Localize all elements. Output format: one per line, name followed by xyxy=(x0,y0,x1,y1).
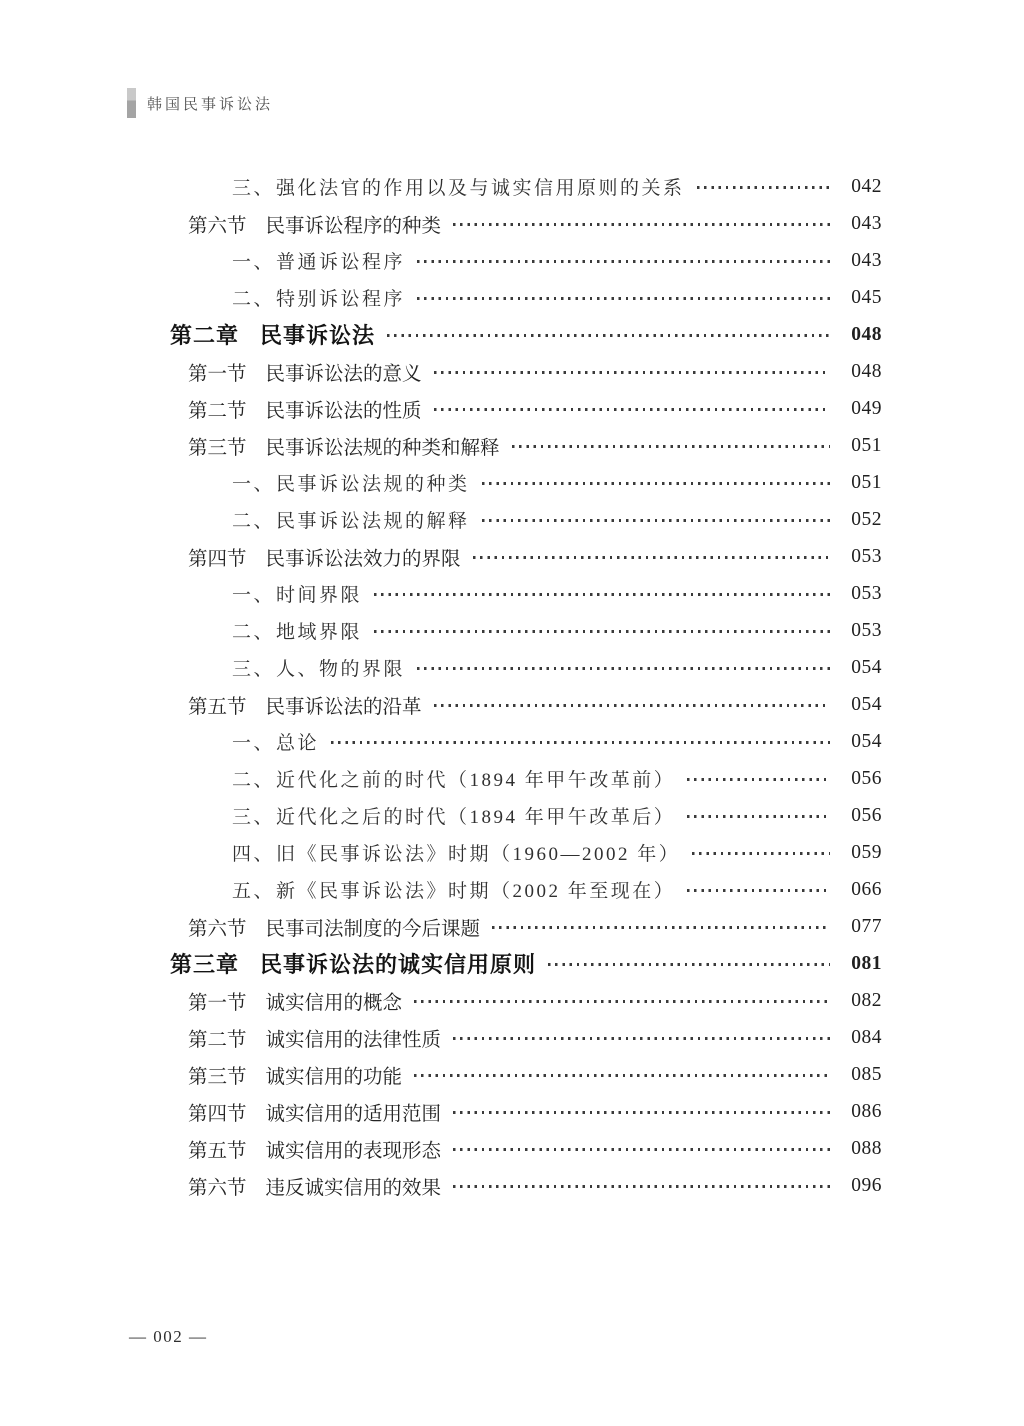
toc-entry-item xyxy=(170,279,882,316)
toc-entry-item xyxy=(170,464,882,501)
table-of-contents xyxy=(170,168,882,1204)
toc-entry-title: 民事诉讼法规的解释 xyxy=(276,511,470,532)
toc-entry-page: 088 xyxy=(851,1137,882,1159)
dot-leader-icon xyxy=(374,630,830,632)
toc-entry-number: 三、 xyxy=(232,178,276,199)
dot-leader-icon xyxy=(414,1000,830,1002)
toc-entry-page: 082 xyxy=(851,989,882,1011)
dot-leader-icon xyxy=(331,741,830,743)
toc-entry-title: 近代化之前的时代（1894 年甲午改革前） xyxy=(276,770,676,791)
toc-entry-chapter xyxy=(170,945,882,982)
dot-leader-icon xyxy=(414,1074,830,1076)
toc-entry-page: 053 xyxy=(851,545,882,567)
toc-entry-section xyxy=(170,982,882,1019)
toc-entry-number: 第六节 xyxy=(188,214,247,237)
toc-entry-section xyxy=(170,1019,882,1056)
toc-entry-number: 五、 xyxy=(232,881,276,902)
toc-entry-chapter xyxy=(170,316,882,353)
toc-entry-section xyxy=(170,205,882,242)
toc-entry-section xyxy=(170,427,882,464)
toc-entry-page: 054 xyxy=(851,730,882,752)
toc-entry-page: 059 xyxy=(851,841,882,863)
dot-leader-icon xyxy=(482,482,830,484)
toc-entry-number: 第三章 xyxy=(170,952,240,977)
toc-entry-page: 042 xyxy=(851,175,882,197)
toc-entry-page: 051 xyxy=(851,434,882,456)
toc-entry-section xyxy=(170,686,882,723)
dot-leader-icon xyxy=(473,556,830,558)
toc-entry-section xyxy=(170,1056,882,1093)
toc-entry-title: 新《民事诉讼法》时期（2002 年至现在） xyxy=(276,881,676,902)
dot-leader-icon xyxy=(417,297,830,299)
dot-leader-icon xyxy=(453,1037,830,1039)
dot-leader-icon xyxy=(692,852,830,854)
toc-entry-title: 总论 xyxy=(276,733,320,754)
toc-entry-page: 054 xyxy=(851,656,882,678)
toc-entry-title: 诚实信用的表现形态 xyxy=(265,1139,442,1162)
toc-entry-page: 056 xyxy=(851,767,882,789)
footer-page-number: — 002 — xyxy=(129,1327,208,1346)
toc-entry-item xyxy=(170,649,882,686)
toc-entry-page: 084 xyxy=(851,1026,882,1048)
toc-entry-title: 强化法官的作用以及与诚实信用原则的关系 xyxy=(276,178,685,199)
toc-entry-page: 045 xyxy=(851,286,882,308)
toc-entry-title: 民事诉讼法的诚实信用原则 xyxy=(260,952,537,977)
toc-entry-number: 二、 xyxy=(232,622,276,643)
toc-entry-number: 一、 xyxy=(232,252,276,273)
toc-entry-page: 056 xyxy=(851,804,882,826)
toc-entry-title: 地域界限 xyxy=(276,622,363,643)
toc-entry-section xyxy=(170,1130,882,1167)
dot-leader-icon xyxy=(453,1148,830,1150)
running-header xyxy=(127,88,273,118)
toc-entry-title: 民事诉讼法的沿革 xyxy=(265,695,422,718)
dot-leader-icon xyxy=(387,334,830,336)
toc-entry-page: 081 xyxy=(851,952,882,974)
toc-entry-number: 二、 xyxy=(232,511,276,532)
toc-entry-title: 诚实信用的法律性质 xyxy=(265,1028,442,1051)
toc-entry-title: 民事诉讼法规的种类和解释 xyxy=(265,436,500,459)
toc-entry-number: 第二章 xyxy=(170,323,240,348)
toc-entry-number: 第三节 xyxy=(188,436,247,459)
toc-entry-item xyxy=(170,723,882,760)
toc-entry-item xyxy=(170,168,882,205)
dot-leader-icon xyxy=(434,371,830,373)
toc-entry-page: 085 xyxy=(851,1063,882,1085)
toc-entry-section xyxy=(170,353,882,390)
toc-entry-page: 049 xyxy=(851,397,882,419)
toc-entry-item xyxy=(170,760,882,797)
toc-entry-page: 086 xyxy=(851,1100,882,1122)
toc-entry-title: 诚实信用的适用范围 xyxy=(265,1102,442,1125)
toc-entry-title: 民事诉讼法 xyxy=(260,323,376,348)
dot-leader-icon xyxy=(687,778,830,780)
toc-entry-title: 特别诉讼程序 xyxy=(276,289,406,310)
dot-leader-icon xyxy=(492,926,830,928)
toc-entry-title: 人、物的界限 xyxy=(276,659,406,680)
dot-leader-icon xyxy=(417,260,830,262)
toc-entry-number: 第二节 xyxy=(188,399,247,422)
toc-entry-section xyxy=(170,390,882,427)
toc-entry-number: 第一节 xyxy=(188,362,247,385)
book-title: 韩国民事诉讼法 xyxy=(147,96,274,113)
dot-leader-icon xyxy=(453,1111,830,1113)
toc-entry-number: 三、 xyxy=(232,807,276,828)
toc-entry-page: 066 xyxy=(851,878,882,900)
toc-entry-title: 普通诉讼程序 xyxy=(276,252,406,273)
toc-entry-title: 旧《民事诉讼法》时期（1960—2002 年） xyxy=(276,844,681,865)
toc-entry-number: 第六节 xyxy=(188,1176,247,1199)
toc-entry-item xyxy=(170,242,882,279)
toc-entry-page: 077 xyxy=(851,915,882,937)
toc-entry-number: 第二节 xyxy=(188,1028,247,1051)
toc-entry-number: 第四节 xyxy=(188,1102,247,1125)
dot-leader-icon xyxy=(417,667,830,669)
toc-entry-section xyxy=(170,908,882,945)
dot-leader-icon xyxy=(697,186,830,188)
dot-leader-icon xyxy=(374,593,830,595)
dot-leader-icon xyxy=(434,408,830,410)
toc-entry-title: 民事诉讼程序的种类 xyxy=(265,214,442,237)
toc-entry-section xyxy=(170,1093,882,1130)
toc-entry-number: 第一节 xyxy=(188,991,247,1014)
toc-entry-page: 053 xyxy=(851,582,882,604)
header-accent-bar-icon xyxy=(127,88,136,118)
toc-entry-title: 民事诉讼法的意义 xyxy=(265,362,422,385)
dot-leader-icon xyxy=(482,519,830,521)
toc-entry-page: 053 xyxy=(851,619,882,641)
toc-entry-page: 048 xyxy=(851,323,882,345)
toc-entry-title: 违反诚实信用的效果 xyxy=(265,1176,442,1199)
dot-leader-icon xyxy=(512,445,830,447)
toc-entry-page: 096 xyxy=(851,1174,882,1196)
toc-entry-item xyxy=(170,834,882,871)
toc-entry-title: 近代化之后的时代（1894 年甲午改革后） xyxy=(276,807,676,828)
toc-entry-number: 一、 xyxy=(232,585,276,606)
dot-leader-icon xyxy=(687,815,830,817)
toc-entry-title: 时间界限 xyxy=(276,585,363,606)
toc-entry-item xyxy=(170,575,882,612)
toc-entry-title: 民事诉讼法规的种类 xyxy=(276,474,470,495)
toc-entry-page: 051 xyxy=(851,471,882,493)
toc-entry-title: 诚实信用的功能 xyxy=(265,1065,403,1088)
toc-entry-page: 043 xyxy=(851,249,882,271)
toc-entry-item xyxy=(170,501,882,538)
toc-entry-number: 三、 xyxy=(232,659,276,680)
toc-entry-number: 二、 xyxy=(232,770,276,791)
dot-leader-icon xyxy=(434,704,830,706)
toc-entry-title: 诚实信用的概念 xyxy=(265,991,403,1014)
toc-entry-item xyxy=(170,871,882,908)
toc-entry-number: 二、 xyxy=(232,289,276,310)
toc-entry-section xyxy=(170,538,882,575)
toc-entry-page: 052 xyxy=(851,508,882,530)
toc-entry-item xyxy=(170,797,882,834)
toc-entry-title: 民事诉讼法的性质 xyxy=(265,399,422,422)
toc-entry-number: 第三节 xyxy=(188,1065,247,1088)
toc-entry-number: 第五节 xyxy=(188,695,247,718)
toc-entry-item xyxy=(170,612,882,649)
toc-entry-page: 054 xyxy=(851,693,882,715)
dot-leader-icon xyxy=(453,1185,830,1187)
toc-entry-title: 民事诉讼法效力的界限 xyxy=(265,547,461,570)
dot-leader-icon xyxy=(453,223,830,225)
page-footer xyxy=(129,1327,208,1347)
toc-entry-section xyxy=(170,1167,882,1204)
toc-entry-page: 048 xyxy=(851,360,882,382)
toc-entry-number: 一、 xyxy=(232,474,276,495)
toc-entry-page: 043 xyxy=(851,212,882,234)
toc-entry-number: 四、 xyxy=(232,844,276,865)
dot-leader-icon xyxy=(687,889,830,891)
toc-entry-number: 第四节 xyxy=(188,547,247,570)
toc-entry-number: 第五节 xyxy=(188,1139,247,1162)
toc-entry-number: 一、 xyxy=(232,733,276,754)
toc-entry-number: 第六节 xyxy=(188,917,247,940)
dot-leader-icon xyxy=(548,963,830,965)
toc-entry-title: 民事司法制度的今后课题 xyxy=(265,917,481,940)
